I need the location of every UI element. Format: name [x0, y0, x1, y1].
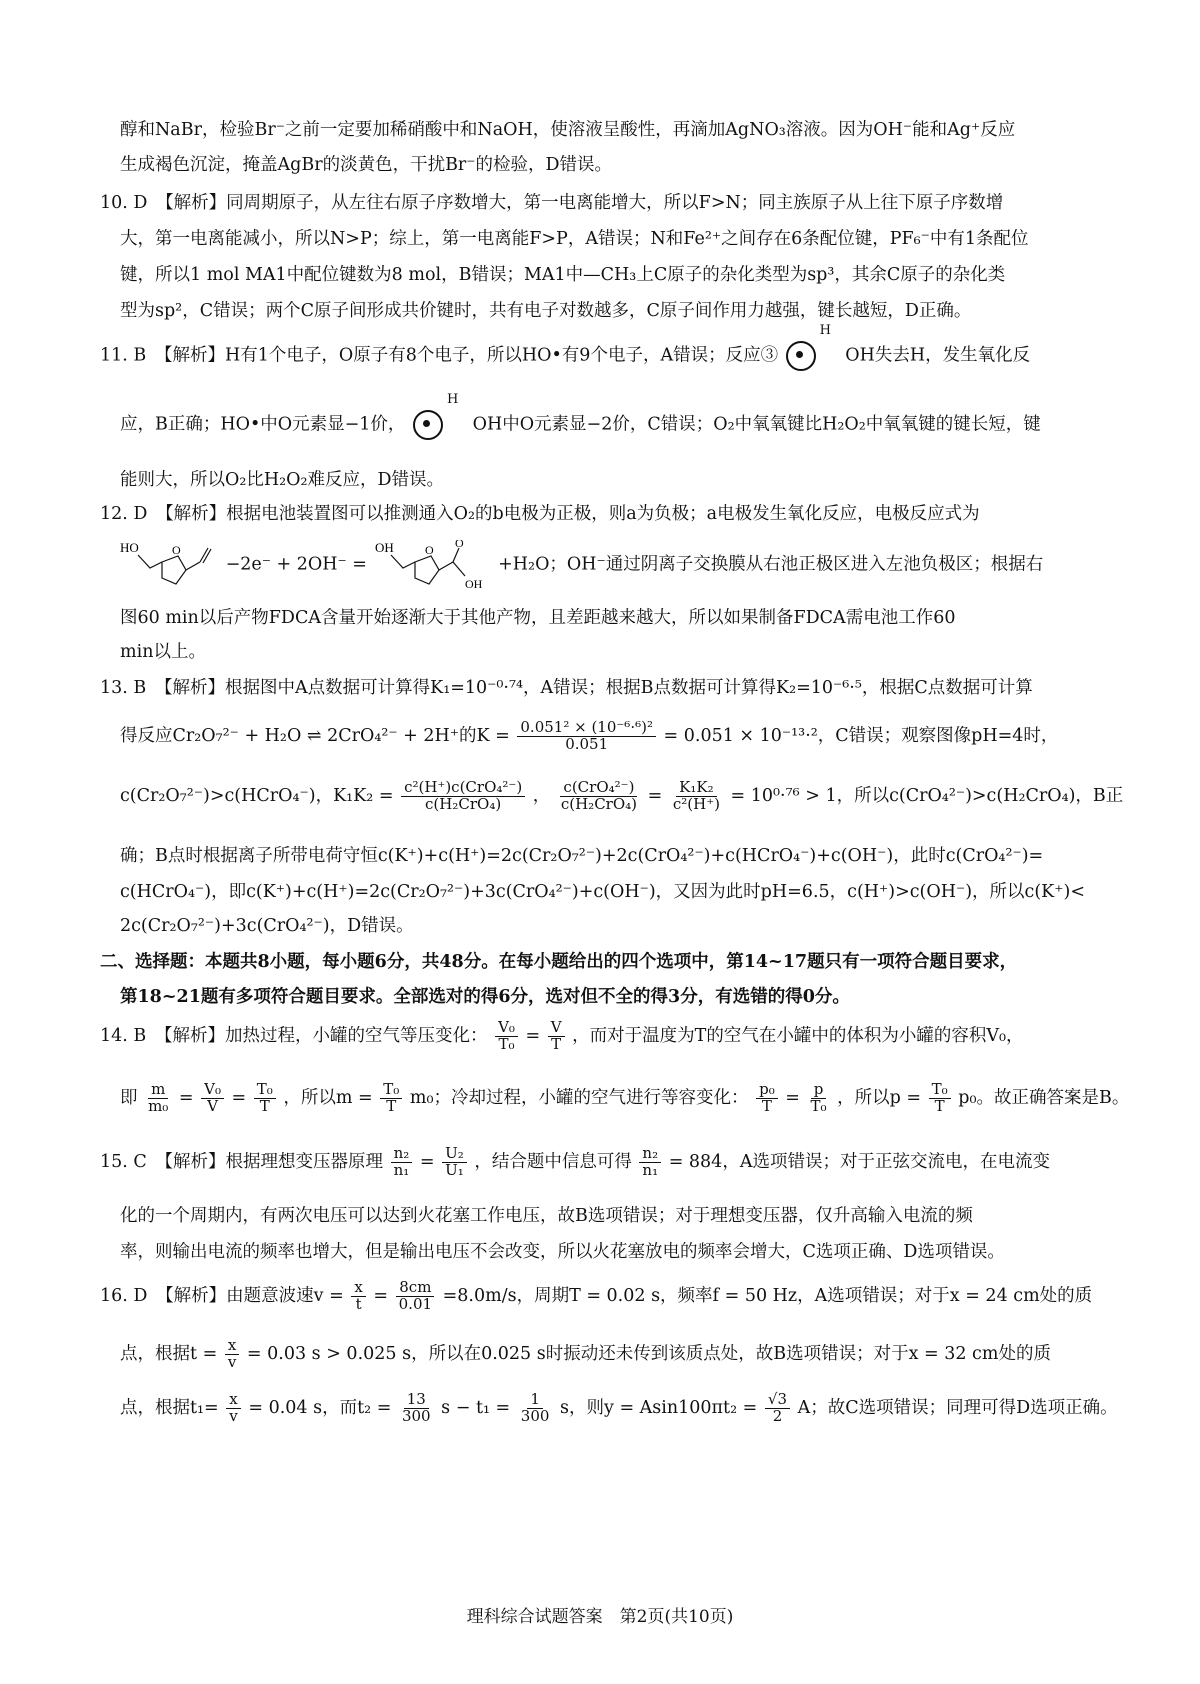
oh-label: OH	[374, 540, 394, 555]
equation-line	[120, 780, 1123, 813]
text-span: 即	[120, 1087, 138, 1108]
kk-fraction: $\frac{\text{K₁K₂}}{\text{c²(H⁺)}}$	[672, 778, 720, 813]
section-heading: 二、选择题：本题共8小题，每小题6分，共48分。在每小题给出的四个选项中，第14~17题只有一项符合题目要求，	[100, 952, 1018, 972]
text-span: p₀。故正确答案是B。	[958, 1087, 1130, 1108]
equation-line	[120, 540, 1043, 590]
text-span: = 10⁰·⁷⁶ > 1，所以c(CrO₄²⁻)>c(H₂CrO₄)，B正	[730, 785, 1124, 806]
text-span: s，则y = Asin100πt₂ =	[560, 1397, 758, 1418]
answer-14-line: 14. B 【解析】加热过程，小罐的空气等压变化： $\frac{\text{V₀}}{\text{T₀}}$ = $\frac{V}{T}$ ，而对于温度为T的空气在小罐中的体积为小罐的容积V₀，	[100, 1018, 1024, 1053]
text-span: ，而对于温度为T的空气在小罐中的体积为小罐的容积V₀，	[572, 1025, 1024, 1046]
text-line: 率，则输出电流的频率也增大，但是输出电压不会改变，所以火花塞放电的频率会增大，C选项正确、D选项错误。	[120, 1242, 1005, 1262]
text-span: 11. B 【解析】H有1个电子，O原子有8个电子，所以HO•有9个电子，A错误；反应③	[100, 345, 779, 366]
text-span: = 0.04 s，而t₂ =	[248, 1397, 392, 1418]
text-line: min以上。	[120, 642, 206, 662]
answer-11-line	[100, 323, 1031, 371]
answer-13-line: 13. B 【解析】根据图中A点数据可计算得K₁=10⁻⁰·⁷⁴，A错误；根据B点数据可计算得K₂=10⁻⁶·⁵，根据C点数据可计算	[100, 678, 1033, 698]
equation-line: 点，根据t₁= $\frac{x}{v}$ = 0.04 s，而t₂ = $\frac{13}{300}$ s − t₁ = $\frac{1}{300}$ s，则y = Asin100πt₂ = $\frac{√3}{2}$ A；故C选项错误；同理可得D选项正确。	[120, 1390, 1118, 1425]
phenol-structure	[784, 323, 840, 371]
text-span: 点，根据t =	[120, 1343, 218, 1364]
text-span: +H₂O；OH⁻通过阴离子交换膜从右池正极区进入左池负极区；根据右	[498, 554, 1044, 575]
text-line: c(HCrO₄⁻)，即c(K⁺)+c(H⁺)=2c(Cr₂O₇²⁻)+3c(CrO₄²⁻)+c(OH⁻)，又因为此时pH=6.5，c(H⁺)>c(OH⁻)，所以c(K⁺)<	[120, 882, 1085, 902]
equation-line: 即 $\frac{m}{\text{m₀}}$ = $\frac{\text{V₀}}{V}$ = $\frac{\text{T₀}}{T}$ ，所以m = $\frac{\text{T₀}}{T}$ m₀；冷却过程，小罐的空气进行等容变化： $\frac{\text{p₀}}{T}$ = $\frac{p}{\text{T₀}}$ ，所以p = $\frac{\text{T₀}}{T}$ p₀。故正确答案是B。	[120, 1080, 1130, 1115]
text-span: 16. D 【解析】由题意波速v =	[100, 1285, 344, 1306]
page-footer: 理科综合试题答案 第2页(共10页)	[466, 1607, 734, 1627]
h-label: H	[819, 323, 832, 338]
text-span: 点，根据t₁=	[120, 1397, 219, 1418]
text-line: 能则大，所以O₂比H₂O₂难反应，D错误。	[120, 470, 445, 490]
text-span: ，结合题中信息可得	[474, 1151, 632, 1172]
equation-line	[120, 720, 1058, 753]
hmf-structure-icon	[120, 540, 220, 590]
text-span: OH失去H，发生氧化反	[845, 345, 1031, 366]
text-line: 图60 min以后产物FDCA含量开始逐渐大于其他产物，且差距越来越大，所以如果制备FDCA需电池工作60	[120, 608, 956, 628]
answer-16-line: 16. D 【解析】由题意波速v = $\frac{x}{t}$ = $\frac{8cm}{0.01}$ =8.0m/s，周期T = 0.02 s，频率f = 50 Hz，A选项错误；对于x = 24 cm处的质	[100, 1278, 1093, 1313]
text-span: OH中O元素显−2价，C错误；O₂中氧氧键比H₂O₂中氧氧键的键长短，键	[472, 414, 1041, 435]
text-span: 应，B正确；HO•中O元素显−1价，	[120, 414, 406, 435]
text-span: = 0.051 × 10⁻¹³·²，C错误；观察图像pH=4时，	[663, 725, 1059, 746]
phenol-structure	[411, 392, 467, 440]
h-label: H	[447, 392, 459, 407]
text-line: 醇和NaBr，检验Br⁻之前一定要加稀硝酸中和NaOH，使溶液呈酸性，再滴加AgNO₃溶液。因为OH⁻能和Ag⁺反应	[120, 120, 1016, 140]
text-span: = 0.03 s > 0.025 s，所以在0.025 s时振动还未传到该质点处，故B选项错误；对于x = 32 cm处的质	[246, 1343, 1051, 1364]
benzene-ring-icon	[413, 410, 443, 440]
text-line: 键，所以1 mol MA1中配位键数为8 mol，B错误；MA1中—CH₃上C原子的杂化类型为sp³，其余C原子的杂化类	[120, 265, 1006, 285]
text-span: −2e⁻ + 2OH⁻ =	[225, 554, 367, 575]
o-label: O	[424, 543, 434, 557]
text-line: 2c(Cr₂O₇²⁻)+3c(CrO₄²⁻)，D错误。	[120, 916, 414, 936]
text-span: s − t₁ =	[441, 1397, 511, 1418]
o-label: O	[454, 540, 464, 550]
text-line: 生成褐色沉淀，掩盖AgBr的淡黄色，干扰Br⁻的检验，D错误。	[120, 155, 613, 175]
text-span: ，所以m =	[283, 1087, 373, 1108]
text-span: 得反应Cr₂O₇²⁻ + H₂O ⇌ 2CrO₄²⁻ + 2H⁺的K =	[120, 725, 510, 746]
hmfca-structure-icon	[373, 540, 493, 590]
text-span: A；故C选项错误；同理可得D选项正确。	[797, 1397, 1118, 1418]
text-span: =	[647, 785, 663, 806]
section-heading: 第18~21题有多项符合题目要求。全部选对的得6分，选对但不全的得3分，有选错的得0分。	[120, 987, 850, 1007]
oh-label: OH	[464, 577, 482, 590]
text-span: m₀；冷却过程，小罐的空气进行等容变化：	[409, 1087, 749, 1108]
text-line	[120, 392, 1041, 440]
text-line: 型为sp²，C错误；两个C原子间形成共价键时，共有电子对数越多，C原子间作用力越强，键长越短，D正确。	[120, 301, 972, 321]
text-line: 大，第一电离能减小，所以N>P；综上，第一电离能F>P，A错误；N和Fe²⁺之间存在6条配位键，PF₆⁻中有1条配位	[120, 229, 1029, 249]
text-span: c(Cr₂O₇²⁻)>c(HCrO₄⁻)，K₁K₂ =	[120, 785, 394, 806]
k-fraction: $\frac{\text{0.051² × (10⁻⁶·⁶)²}}{0.051}$	[517, 720, 656, 753]
text-span: ，所以p =	[837, 1087, 922, 1108]
benzene-ring-icon	[786, 341, 816, 371]
text-span: =8.0m/s，周期T = 0.02 s，频率f = 50 Hz，A选项错误；对于x = 24 cm处的质	[442, 1285, 1093, 1306]
answer-12-line: 12. D 【解析】根据电池装置图可以推测通入O₂的b电极为正极，则a为负极；a电极发生氧化反应，电极反应式为	[100, 504, 980, 524]
text-span: ，	[532, 785, 551, 806]
ratio-fraction: $\frac{\text{c(CrO₄²⁻)}}{\text{c(H₂CrO₄)}}$	[560, 778, 638, 813]
answer-10-line: 10. D 【解析】同周期原子，从左往右原子序数增大，第一电离能增大，所以F>N；同主族原子从上往下原子序数增	[100, 193, 1004, 213]
o-label: O	[172, 543, 181, 557]
text-span: 15. C 【解析】根据理想变压器原理	[100, 1151, 384, 1172]
equation-line: 点，根据t = $\frac{x}{v}$ = 0.03 s > 0.025 s，所以在0.025 s时振动还未传到该质点处，故B选项错误；对于x = 32 cm处的质	[120, 1336, 1051, 1371]
text-span: 14. B 【解析】加热过程，小罐的空气等压变化：	[100, 1025, 488, 1046]
ho-label: HO	[120, 540, 139, 555]
answer-15-line: 15. C 【解析】根据理想变压器原理 $\frac{\text{n₂}}{\text{n₁}}$ = $\frac{\text{U₂}}{\text{U₁}}$ ，结合题中信息可得 $\frac{\text{n₂}}{\text{n₁}}$ = 884，A选项错误；对于正弦交流电，在电流变	[100, 1144, 1050, 1179]
text-line: 确；B点时根据离子所带电荷守恒c(K⁺)+c(H⁺)=2c(Cr₂O₇²⁻)+2c(CrO₄²⁻)+c(HCrO₄⁻)+c(OH⁻)，此时c(CrO₄²⁻)=	[120, 846, 1044, 866]
k1k2-fraction: $\frac{\text{c²(H⁺)c(CrO₄²⁻)}}{\text{c(H₂CrO₄)}}$	[401, 780, 525, 813]
text-span: = 884，A选项错误；对于正弦交流电，在电流变	[668, 1151, 1050, 1172]
text-line: 化的一个周期内，有两次电压可以达到火花塞工作电压，故B选项错误；对于理想变压器，仅升高输入电流的频	[120, 1206, 973, 1226]
